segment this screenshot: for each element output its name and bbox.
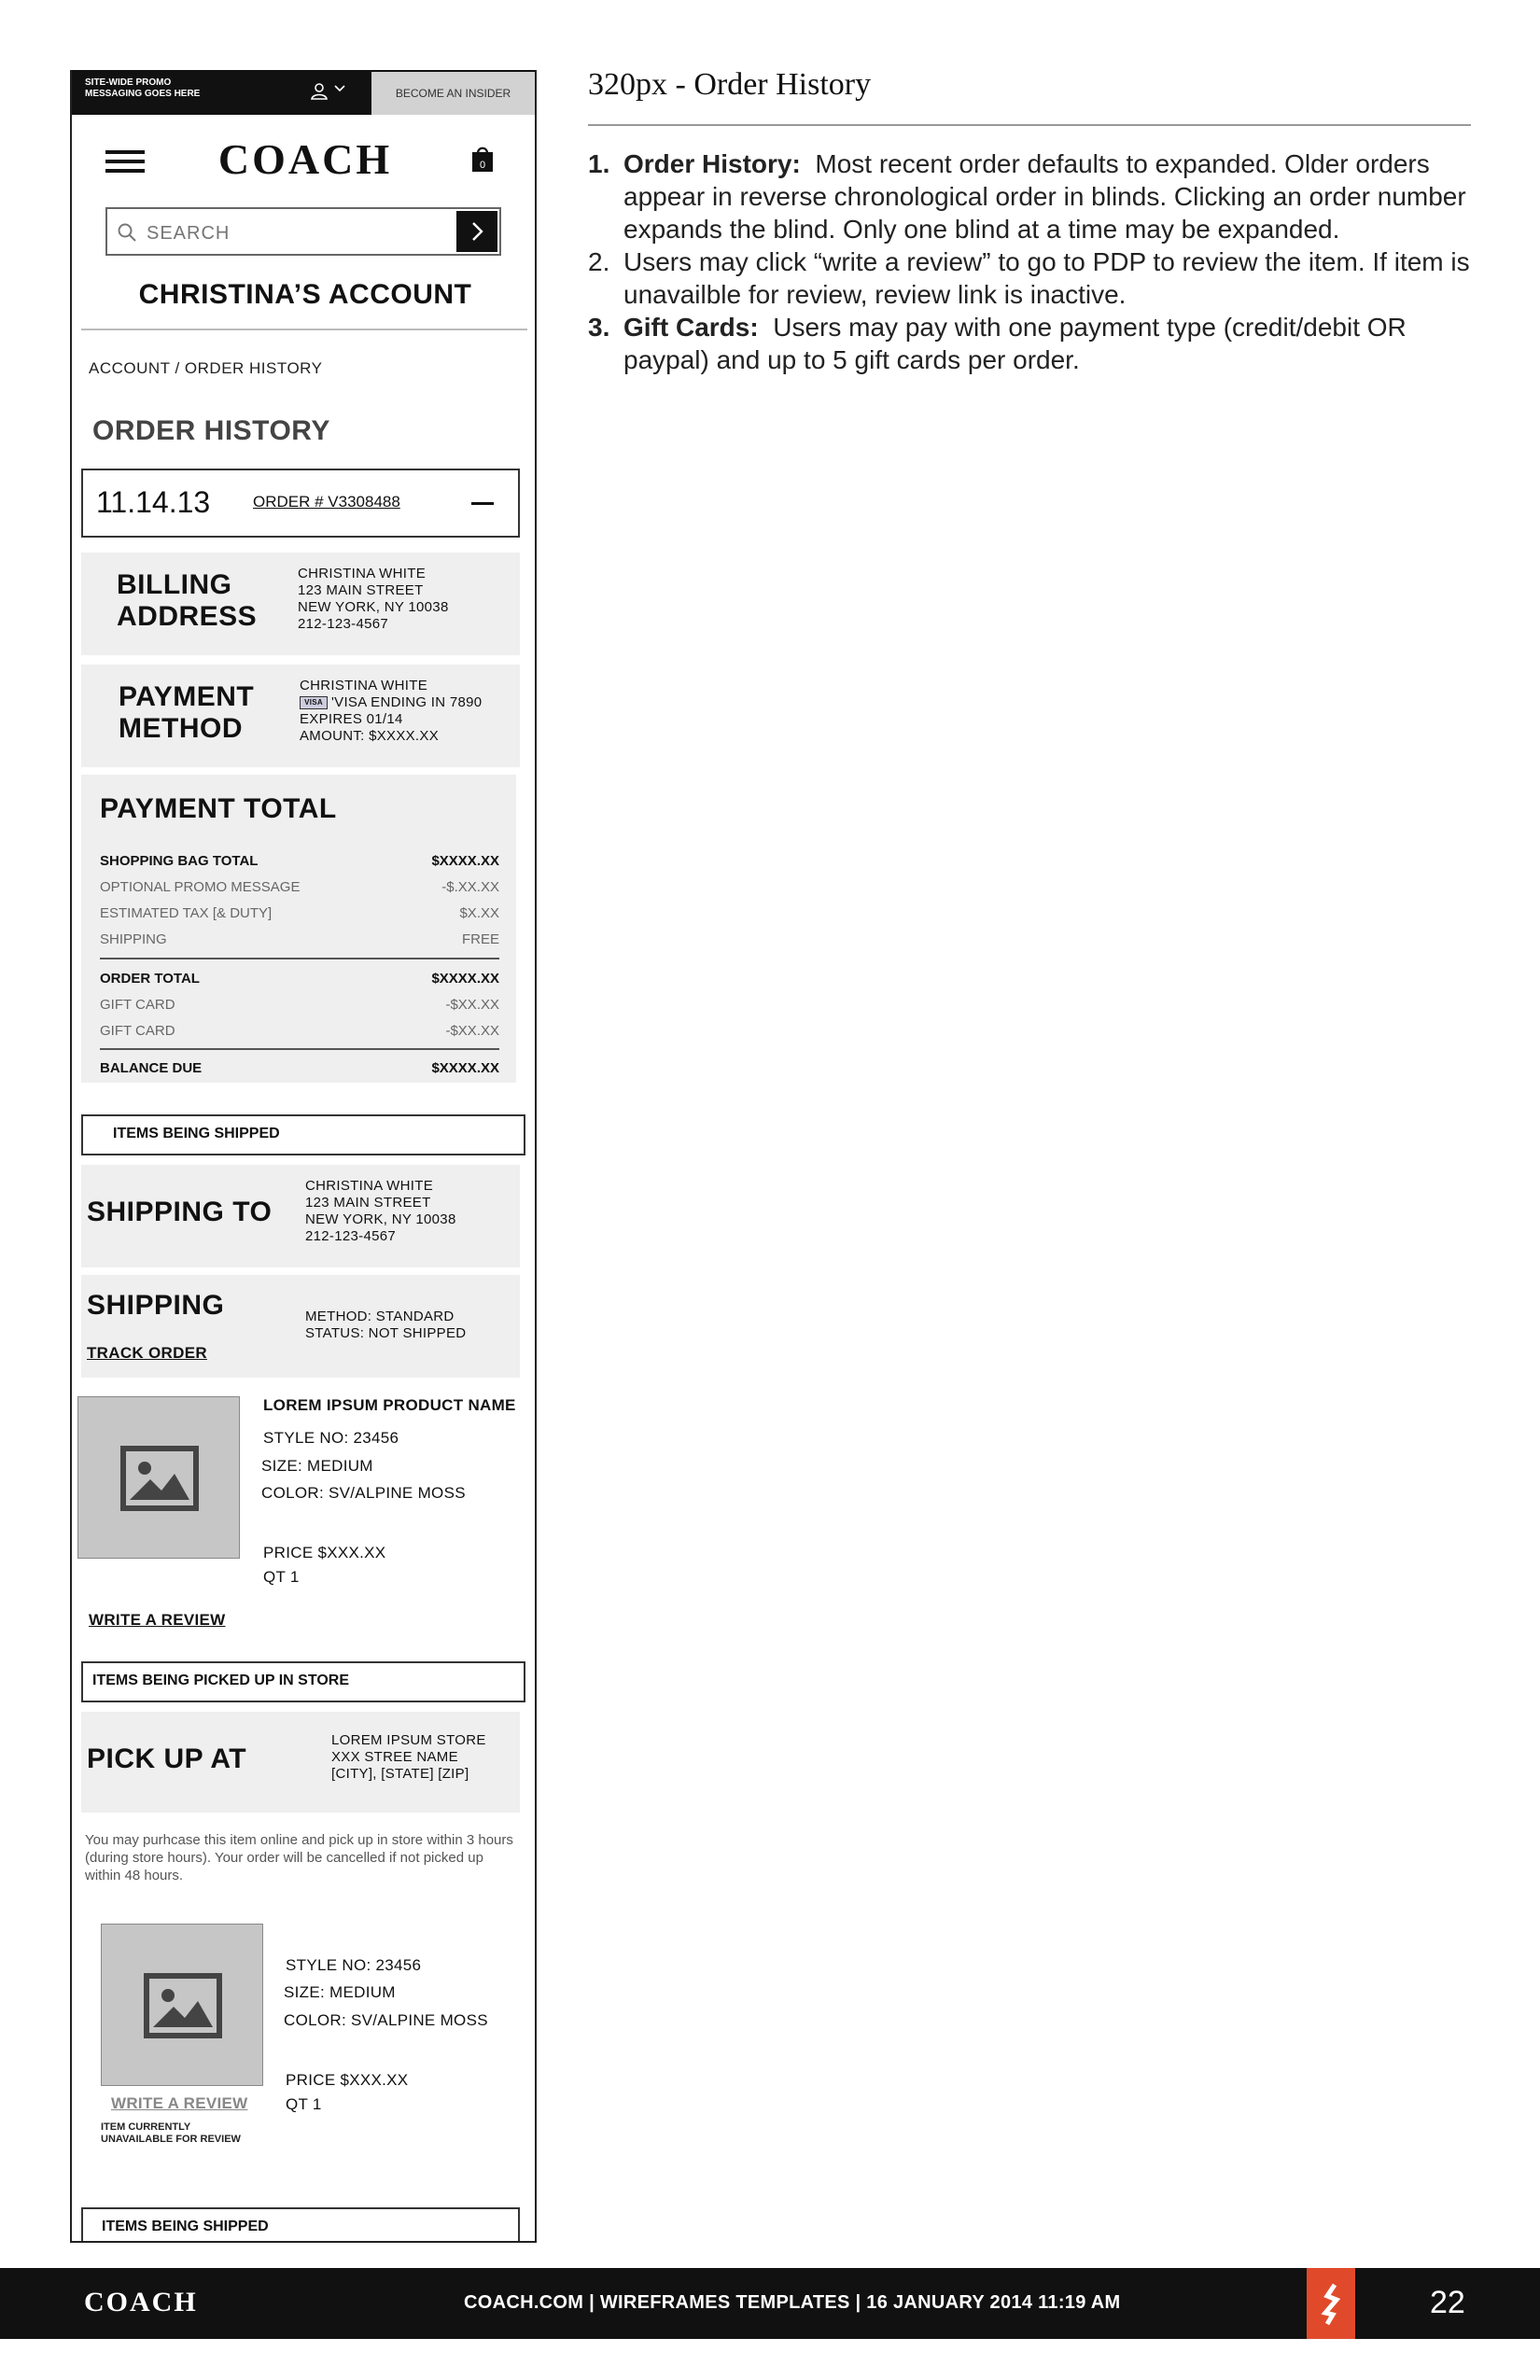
- order-blind[interactable]: [81, 469, 520, 538]
- balance-due-row: [100, 1060, 499, 1079]
- shipping-status: [305, 1309, 466, 1342]
- billing-label-line-2: ADDRESS: [117, 601, 258, 632]
- items-shipped-label: ITEMS BEING SHIPPED: [102, 2219, 269, 2234]
- row-label: GIFT CARD: [100, 1023, 175, 1039]
- billing-label-line-1: BILLING: [117, 569, 232, 600]
- pickup-note: You may purhcase this item online and pick up in store within 3 hours (during store hours). Your order will be cancelled if not picked up within 48 hours.: [85, 1832, 513, 1883]
- promo-bar: [72, 70, 537, 115]
- order-number-link[interactable]: ORDER # V3308488: [253, 493, 400, 511]
- row-value: -$XX.XX: [445, 1023, 499, 1039]
- page-footer: [0, 2268, 1540, 2339]
- note-number: 1.: [588, 149, 610, 178]
- summary-row: [100, 931, 499, 950]
- shipping-phone: 212-123-4567: [305, 1228, 397, 1244]
- search-submit-button[interactable]: [456, 211, 497, 252]
- breadcrumb[interactable]: ACCOUNT / ORDER HISTORY: [89, 359, 323, 377]
- page-number: 22: [1430, 2285, 1465, 2320]
- row-value: $X.XX: [459, 905, 499, 921]
- row-value: $XXXX.XX: [431, 853, 499, 869]
- product-price: PRICE $XXX.XX: [286, 2071, 409, 2089]
- review-unavailable-note: [101, 2121, 241, 2146]
- annotation-notes: [588, 147, 1475, 376]
- search-icon: [117, 222, 137, 243]
- pick-up-label: PICK UP AT: [87, 1743, 247, 1774]
- payment-total-panel: [81, 775, 516, 1083]
- row-value: $XXXX.XX: [431, 1060, 499, 1076]
- shipping-method: METHOD: STANDARD: [305, 1309, 455, 1324]
- billing-phone: 212-123-4567: [298, 616, 389, 632]
- items-pickup-label: ITEMS BEING PICKED UP IN STORE: [92, 1673, 350, 1688]
- card-ending: 'VISA ENDING IN 7890: [331, 694, 483, 710]
- shipping-city: NEW YORK, NY 10038: [305, 1211, 456, 1227]
- store-city: [CITY], [STATE] [ZIP]: [331, 1766, 469, 1782]
- coach-logo[interactable]: COACH: [217, 135, 393, 183]
- product-size: SIZE: MEDIUM: [261, 1457, 373, 1475]
- become-insider-button[interactable]: BECOME AN INSIDER: [371, 72, 535, 115]
- note-number: 3.: [588, 313, 610, 342]
- row-value: -$.XX.XX: [441, 879, 499, 895]
- payment-method-panel: [81, 665, 520, 767]
- summary-row: [100, 1023, 499, 1042]
- product-size: SIZE: MEDIUM: [284, 1983, 396, 2001]
- track-order-link[interactable]: TRACK ORDER: [87, 1344, 207, 1362]
- payment-method-label: [119, 681, 254, 745]
- bag-count: 0: [479, 160, 486, 171]
- summary-row: [100, 997, 499, 1015]
- divider: [100, 1048, 499, 1050]
- note-heading: Gift Cards:: [623, 313, 759, 342]
- row-label: BALANCE DUE: [100, 1060, 203, 1076]
- order-date: 11.14.13: [96, 485, 211, 519]
- product-price: PRICE $XXX.XX: [263, 1544, 386, 1561]
- shipping-street: 123 MAIN STREET: [305, 1195, 431, 1211]
- brand-mark-icon: [1307, 2268, 1355, 2339]
- row-value: -$XX.XX: [445, 997, 499, 1013]
- card-expires: EXPIRES 01/14: [300, 711, 403, 727]
- billing-city: NEW YORK, NY 10038: [298, 599, 449, 615]
- divider: [81, 329, 527, 330]
- shipping-address: [305, 1178, 456, 1245]
- billing-address: [298, 566, 449, 633]
- payment-amount: AMOUNT: $XXXX.XX: [300, 728, 440, 744]
- note-heading: Order History:: [623, 149, 801, 178]
- note-item: [588, 147, 1475, 245]
- billing-name: CHRISTINA WHITE: [298, 566, 427, 581]
- row-label: SHIPPING: [100, 931, 167, 947]
- collapse-icon[interactable]: [471, 502, 494, 505]
- review-unavailable-line-2: UNAVAILABLE FOR REVIEW: [101, 2134, 241, 2145]
- shipping-to-label: SHIPPING TO: [87, 1197, 273, 1227]
- row-value: $XXXX.XX: [431, 971, 499, 987]
- product-color: COLOR: SV/ALPINE MOSS: [284, 2011, 488, 2029]
- product-color: COLOR: SV/ALPINE MOSS: [261, 1484, 466, 1502]
- footer-text: COACH.COM | WIREFRAMES TEMPLATES | 16 JANUARY 2014 11:19 AM: [464, 2292, 1121, 2313]
- note-item: [588, 311, 1475, 376]
- shipping-label: SHIPPING: [87, 1290, 225, 1321]
- row-label: GIFT CARD: [100, 997, 175, 1013]
- chevron-down-icon[interactable]: [333, 81, 346, 94]
- product-image[interactable]: [101, 1924, 263, 2086]
- row-label: ORDER TOTAL: [100, 971, 200, 987]
- items-shipped-bar-2: [81, 2207, 520, 2243]
- chevron-right-icon: [456, 211, 497, 252]
- note-item: [588, 245, 1475, 311]
- payment-label-line-2: METHOD: [119, 713, 243, 744]
- store-street: XXX STREE NAME: [331, 1749, 458, 1765]
- promo-message: SITE-WIDE PROMO MESSAGING GOES HERE: [85, 77, 201, 99]
- card-line: [300, 694, 482, 711]
- billing-street: 123 MAIN STREET: [298, 582, 424, 598]
- note-text: Users may pay with one payment type (credit/debit OR paypal) and up to 5 gift cards per order.: [623, 313, 1407, 374]
- row-label: ESTIMATED TAX [& DUTY]: [100, 905, 273, 921]
- items-shipped-bar: [81, 1114, 525, 1155]
- hamburger-menu-icon[interactable]: [105, 150, 145, 173]
- footer-logo: COACH: [84, 2287, 198, 2317]
- review-unavailable-line-1: ITEM CURRENTLY: [101, 2121, 191, 2133]
- product-style: STYLE NO: 23456: [286, 1956, 422, 1974]
- store-address: [331, 1732, 486, 1783]
- title-rule: [588, 124, 1471, 126]
- payment-total-title: PAYMENT TOTAL: [100, 793, 337, 824]
- note-number: 2.: [588, 247, 610, 276]
- payment-name: CHRISTINA WHITE: [300, 678, 428, 693]
- items-shipped-label: ITEMS BEING SHIPPED: [113, 1126, 280, 1141]
- product-name[interactable]: LOREM IPSUM PRODUCT NAME: [263, 1396, 516, 1414]
- write-review-link[interactable]: WRITE A REVIEW: [89, 1611, 226, 1629]
- summary-row: [100, 971, 499, 989]
- mobile-wireframe: [70, 70, 537, 2243]
- summary-row: [100, 853, 499, 872]
- note-text: Most recent order defaults to expanded. Older orders appear in reverse chronological order in blinds. Clicking an order number expands the blind. Only one blind at a time may be expanded.: [623, 149, 1466, 244]
- doc-title: 320px - Order History: [588, 67, 872, 102]
- shipping-status-text: STATUS: NOT SHIPPED: [305, 1325, 467, 1341]
- payment-label-line-1: PAYMENT: [119, 681, 255, 712]
- payment-details: [300, 678, 482, 745]
- pick-up-panel: [81, 1712, 520, 1813]
- image-placeholder-icon: [144, 1973, 222, 2038]
- image-placeholder-icon: [120, 1446, 199, 1511]
- search-input[interactable]: [145, 218, 447, 248]
- items-pickup-bar: [81, 1661, 525, 1702]
- product-quantity: QT 1: [263, 1568, 300, 1586]
- visa-card-icon: VISA: [300, 696, 328, 709]
- billing-label: [117, 569, 257, 633]
- row-label: SHOPPING BAG TOTAL: [100, 853, 259, 869]
- brand-mark-glyph: [1307, 2268, 1355, 2339]
- row-value: FREE: [461, 931, 499, 947]
- account-title: CHRISTINA’S ACCOUNT: [138, 279, 472, 310]
- summary-row: [100, 905, 499, 924]
- product-quantity: QT 1: [286, 2095, 322, 2113]
- divider: [100, 958, 499, 959]
- shipping-to-panel: [81, 1165, 520, 1267]
- row-label: OPTIONAL PROMO MESSAGE: [100, 879, 301, 895]
- page-title: ORDER HISTORY: [92, 415, 330, 446]
- shopping-bag-icon[interactable]: [471, 145, 494, 173]
- billing-panel: [81, 553, 520, 655]
- note-text: Users may click “write a review” to go to PDP to review the item. If item is unavailble for review, review link is inactive.: [623, 247, 1470, 309]
- store-name: LOREM IPSUM STORE: [331, 1732, 486, 1748]
- shipping-name: CHRISTINA WHITE: [305, 1178, 434, 1194]
- user-icon[interactable]: [309, 81, 329, 102]
- product-style: STYLE NO: 23456: [263, 1429, 399, 1447]
- product-image[interactable]: [77, 1396, 240, 1559]
- shipping-method-panel: [81, 1275, 520, 1378]
- write-review-link-inactive: WRITE A REVIEW: [111, 2094, 248, 2112]
- search-box: [105, 207, 501, 256]
- summary-row: [100, 879, 499, 898]
